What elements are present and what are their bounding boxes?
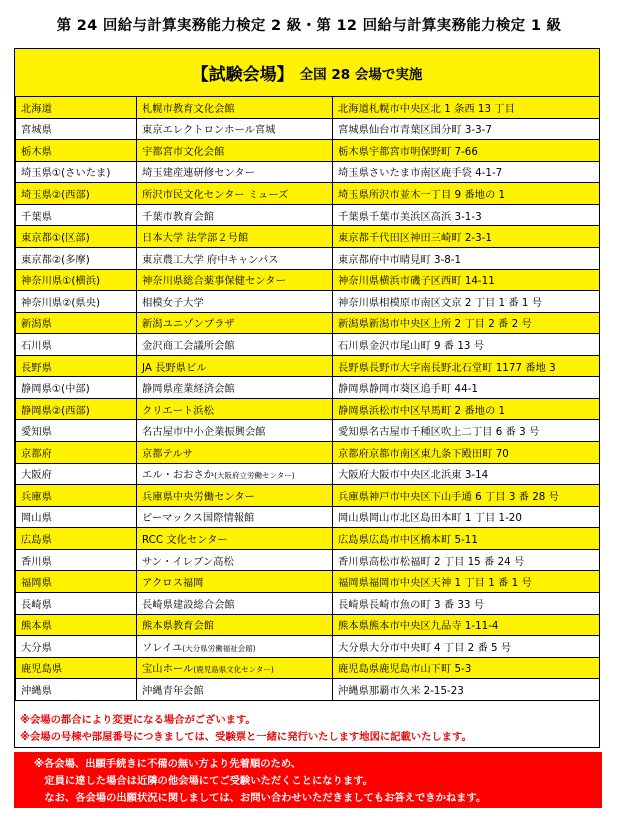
table-row bbox=[16, 118, 600, 140]
notes bbox=[15, 712, 599, 746]
note-change: ※会場の都合により変更になる場合がございます。 bbox=[20, 714, 256, 726]
address-cell: 宮城県仙台市青葉区国分町 3-3-7 bbox=[333, 118, 600, 140]
address-cell: 東京都府中市晴見町 3-8-1 bbox=[333, 247, 600, 269]
venue-name-cell bbox=[137, 549, 333, 571]
venue-name-cell bbox=[137, 679, 333, 701]
table-row bbox=[16, 97, 600, 119]
venue-name: クリエート浜松 bbox=[142, 404, 214, 417]
venue-name: 札幌市教育文化会館 bbox=[142, 102, 235, 115]
address-cell: 愛知県名古屋市千種区吹上二丁目 6 番 3 号 bbox=[333, 420, 600, 442]
banner-subheading: 全国 28 会場で実施 bbox=[299, 66, 423, 83]
venue-name-cell bbox=[137, 97, 333, 119]
venue-name-cell bbox=[137, 355, 333, 377]
venue-name-cell bbox=[137, 140, 333, 162]
red-notice-line: 定員に達した場合は近隣の他会場にてご受験いただくことになります。 bbox=[34, 775, 373, 787]
table-row bbox=[16, 334, 600, 356]
venue-name-cell bbox=[137, 420, 333, 442]
address-cell: 沖縄県那覇市久米 2-15-23 bbox=[333, 679, 600, 701]
address-cell: 大分県大分市中央町 4 丁目 2 番 5 号 bbox=[333, 636, 600, 658]
venue-name-cell bbox=[137, 377, 333, 399]
venue-name: 新潟ユニゾンプラザ bbox=[142, 318, 235, 331]
venue-name: 長崎県建設総合会館 bbox=[142, 598, 235, 611]
address-cell: 岡山県岡山市北区島田本町 1 丁目 1-20 bbox=[333, 506, 600, 528]
venue-name: サン・イレブン高松 bbox=[142, 555, 234, 568]
prefecture-cell: 埼玉県②(西部) bbox=[16, 183, 137, 205]
venue-name-cell bbox=[137, 204, 333, 226]
venue-name: 神奈川県総合薬事保健センター bbox=[142, 275, 286, 288]
red-notice-box bbox=[14, 752, 602, 808]
prefecture-cell: 大分県 bbox=[16, 636, 137, 658]
venue-name: 沖縄青年会館 bbox=[142, 684, 204, 697]
banner-heading: 【試験会場】 bbox=[191, 65, 294, 85]
prefecture-cell: 愛知県 bbox=[16, 420, 137, 442]
table-row bbox=[16, 636, 600, 658]
prefecture-cell: 広島県 bbox=[16, 528, 137, 550]
address-cell: 鹿児島県鹿児島市山下町 5-3 bbox=[333, 657, 600, 679]
venue-name: 熊本県教育会館 bbox=[142, 620, 215, 633]
prefecture-cell: 神奈川県①(横浜) bbox=[16, 269, 137, 291]
table-row bbox=[16, 204, 600, 226]
prefecture-cell: 東京都①(区部) bbox=[16, 226, 137, 248]
venue-name-cell bbox=[137, 442, 333, 464]
venue-name: 千葉市教育会館 bbox=[142, 210, 215, 223]
address-cell: 千葉県千葉市美浜区高浜 3-1-3 bbox=[333, 204, 600, 226]
prefecture-cell: 神奈川県②(県央) bbox=[16, 291, 137, 313]
table-row bbox=[16, 377, 600, 399]
venue-name-cell bbox=[137, 485, 333, 507]
prefecture-cell: 熊本県 bbox=[16, 614, 137, 636]
prefecture-cell: 長崎県 bbox=[16, 592, 137, 614]
address-cell: 埼玉県さいたま市南区鹿手袋 4-1-7 bbox=[333, 161, 600, 183]
venue-name-cell bbox=[137, 183, 333, 205]
venue-name-cell bbox=[137, 636, 333, 658]
address-cell: 神奈川県相模原市南区文京 2 丁目 1 番 1 号 bbox=[333, 291, 600, 313]
prefecture-cell: 宮城県 bbox=[16, 118, 137, 140]
venue-name: 金沢商工会議所会館 bbox=[142, 339, 235, 352]
venue-name: 日本大学 法学部２号館 bbox=[142, 232, 249, 245]
venue-name-cell bbox=[137, 161, 333, 183]
prefecture-cell: 栃木県 bbox=[16, 140, 137, 162]
venue-table bbox=[15, 96, 600, 701]
address-cell: 静岡県静岡市葵区追手町 44-1 bbox=[333, 377, 600, 399]
venue-name-cell bbox=[137, 269, 333, 291]
table-row bbox=[16, 355, 600, 377]
venue-name: 静岡県産業経済会館 bbox=[142, 383, 235, 396]
venue-name: 東京農工大学 府中キャンパス bbox=[142, 253, 279, 266]
venue-alt-name: (鹿児島県文化センター) bbox=[193, 665, 274, 675]
venue-name: 所沢市民文化センター ミューズ bbox=[142, 189, 289, 202]
venue-name: 東京エレクトロンホール宮城 bbox=[142, 124, 276, 137]
address-cell: 埼玉県所沢市並木一丁目 9 番地の 1 bbox=[333, 183, 600, 205]
prefecture-cell: 岡山県 bbox=[16, 506, 137, 528]
table-row bbox=[16, 485, 600, 507]
table-row bbox=[16, 226, 600, 248]
address-cell: 静岡県浜松市中区早馬町 2 番地の 1 bbox=[333, 398, 600, 420]
red-notice-line: なお、各会場の出願状況に関しましては、お問い合わせいただきましてもお答えできかねます。 bbox=[34, 792, 487, 804]
table-row bbox=[16, 442, 600, 464]
venue-name: ソレイユ bbox=[142, 641, 183, 654]
table-row bbox=[16, 549, 600, 571]
prefecture-cell: 沖縄県 bbox=[16, 679, 137, 701]
address-cell: 東京都千代田区神田三崎町 2-3-1 bbox=[333, 226, 600, 248]
prefecture-cell: 大阪府 bbox=[16, 463, 137, 485]
red-notice-line: ※各会場、出願手続きに不備の無い方より先着順のため、 bbox=[34, 758, 302, 770]
venue-name: 京都テルサ bbox=[142, 447, 193, 460]
address-cell: 兵庫県神戸市中央区下山手通 6 丁目 3 番 28 号 bbox=[333, 485, 600, 507]
address-cell: 京都府京都市南区東九条下殿田町 70 bbox=[333, 442, 600, 464]
prefecture-cell: 石川県 bbox=[16, 334, 137, 356]
prefecture-cell: 東京都②(多摩) bbox=[16, 247, 137, 269]
venue-name-cell bbox=[137, 291, 333, 313]
address-cell: 長野県長野市大字南長野北石堂町 1177 番地 3 bbox=[333, 355, 600, 377]
venue-alt-name: (大分県労働福祉会館) bbox=[182, 643, 256, 653]
venue-name-cell bbox=[137, 528, 333, 550]
prefecture-cell: 千葉県 bbox=[16, 204, 137, 226]
venue-name-cell bbox=[137, 334, 333, 356]
prefecture-cell: 静岡県①(中部) bbox=[16, 377, 137, 399]
venue-name: 埼玉建産連研修センター bbox=[142, 167, 255, 180]
table-row bbox=[16, 291, 600, 313]
venue-name-cell bbox=[137, 247, 333, 269]
prefecture-cell: 長野県 bbox=[16, 355, 137, 377]
venue-alt-name: (大阪府立労働センター) bbox=[214, 471, 295, 481]
table-row bbox=[16, 463, 600, 485]
venue-name-cell bbox=[137, 463, 333, 485]
venue-name-cell bbox=[137, 118, 333, 140]
address-cell: 石川県金沢市尾山町 9 番 13 号 bbox=[333, 334, 600, 356]
prefecture-cell: 静岡県②(西部) bbox=[16, 398, 137, 420]
address-cell: 長崎県長崎市魚の町 3 番 33 号 bbox=[333, 592, 600, 614]
table-row bbox=[16, 420, 600, 442]
venue-name: アクロス福岡 bbox=[142, 577, 204, 590]
address-cell: 栃木県宇都宮市明保野町 7-66 bbox=[333, 140, 600, 162]
venue-name-cell bbox=[137, 657, 333, 679]
venue-name: 宝山ホール bbox=[142, 663, 194, 676]
table-row bbox=[16, 657, 600, 679]
venue-name-cell bbox=[137, 226, 333, 248]
venue-name-cell bbox=[137, 614, 333, 636]
venue-name: 兵庫県中央労働センター bbox=[142, 490, 255, 503]
table-row bbox=[16, 571, 600, 593]
table-row bbox=[16, 269, 600, 291]
address-cell: 新潟県新潟市中央区上所 2 丁目 2 番 2 号 bbox=[333, 312, 600, 334]
venue-banner bbox=[15, 49, 599, 97]
table-row bbox=[16, 247, 600, 269]
prefecture-cell: 香川県 bbox=[16, 549, 137, 571]
table-row bbox=[16, 161, 600, 183]
venue-name: ピーマックス国際情報館 bbox=[142, 512, 255, 525]
address-cell: 北海道札幌市中央区北 1 条西 13 丁目 bbox=[333, 97, 600, 119]
address-cell: 香川県高松市松福町 2 丁目 15 番 24 号 bbox=[333, 549, 600, 571]
table-row bbox=[16, 592, 600, 614]
address-cell: 熊本県熊本市中央区九品寺 1-11-4 bbox=[333, 614, 600, 636]
address-cell: 神奈川県横浜市磯子区西町 14-11 bbox=[333, 269, 600, 291]
prefecture-cell: 北海道 bbox=[16, 97, 137, 119]
venue-name-cell bbox=[137, 398, 333, 420]
prefecture-cell: 福岡県 bbox=[16, 571, 137, 593]
venue-name: RCC 文化センター bbox=[142, 534, 228, 547]
table-row bbox=[16, 140, 600, 162]
table-row bbox=[16, 398, 600, 420]
table-row bbox=[16, 679, 600, 701]
venue-name-cell bbox=[137, 312, 333, 334]
venue-name: エル・おおさか bbox=[142, 469, 215, 482]
venue-name: 宇都宮市文化会館 bbox=[142, 145, 225, 158]
venue-name: 名古屋市中小企業振興会館 bbox=[142, 426, 266, 439]
address-cell: 福岡県福岡市中央区天神 1 丁目 1 番 1 号 bbox=[333, 571, 600, 593]
venue-name-cell bbox=[137, 571, 333, 593]
prefecture-cell: 埼玉県①(さいたま) bbox=[16, 161, 137, 183]
table-row bbox=[16, 506, 600, 528]
prefecture-cell: 鹿児島県 bbox=[16, 657, 137, 679]
venue-name-cell bbox=[137, 592, 333, 614]
address-cell: 大阪府大阪市中央区北浜東 3-14 bbox=[333, 463, 600, 485]
venue-name: 相模女子大学 bbox=[142, 296, 204, 309]
venue-name-cell bbox=[137, 506, 333, 528]
venue-name: JA 長野県ビル bbox=[142, 361, 207, 374]
table-row bbox=[16, 312, 600, 334]
prefecture-cell: 兵庫県 bbox=[16, 485, 137, 507]
table-row bbox=[16, 614, 600, 636]
note-room-number: ※会場の号棟や部屋番号につきましては、受験票と一緒に発行いたします地図に記載いたします。 bbox=[20, 731, 472, 743]
prefecture-cell: 京都府 bbox=[16, 442, 137, 464]
table-row bbox=[16, 528, 600, 550]
address-cell: 広島県広島市中区橋本町 5-11 bbox=[333, 528, 600, 550]
page-title: 第 24 回給与計算実務能力検定 2 級・第 12 回給与計算実務能力検定 1 級 bbox=[56, 18, 562, 34]
prefecture-cell: 新潟県 bbox=[16, 312, 137, 334]
table-row bbox=[16, 183, 600, 205]
